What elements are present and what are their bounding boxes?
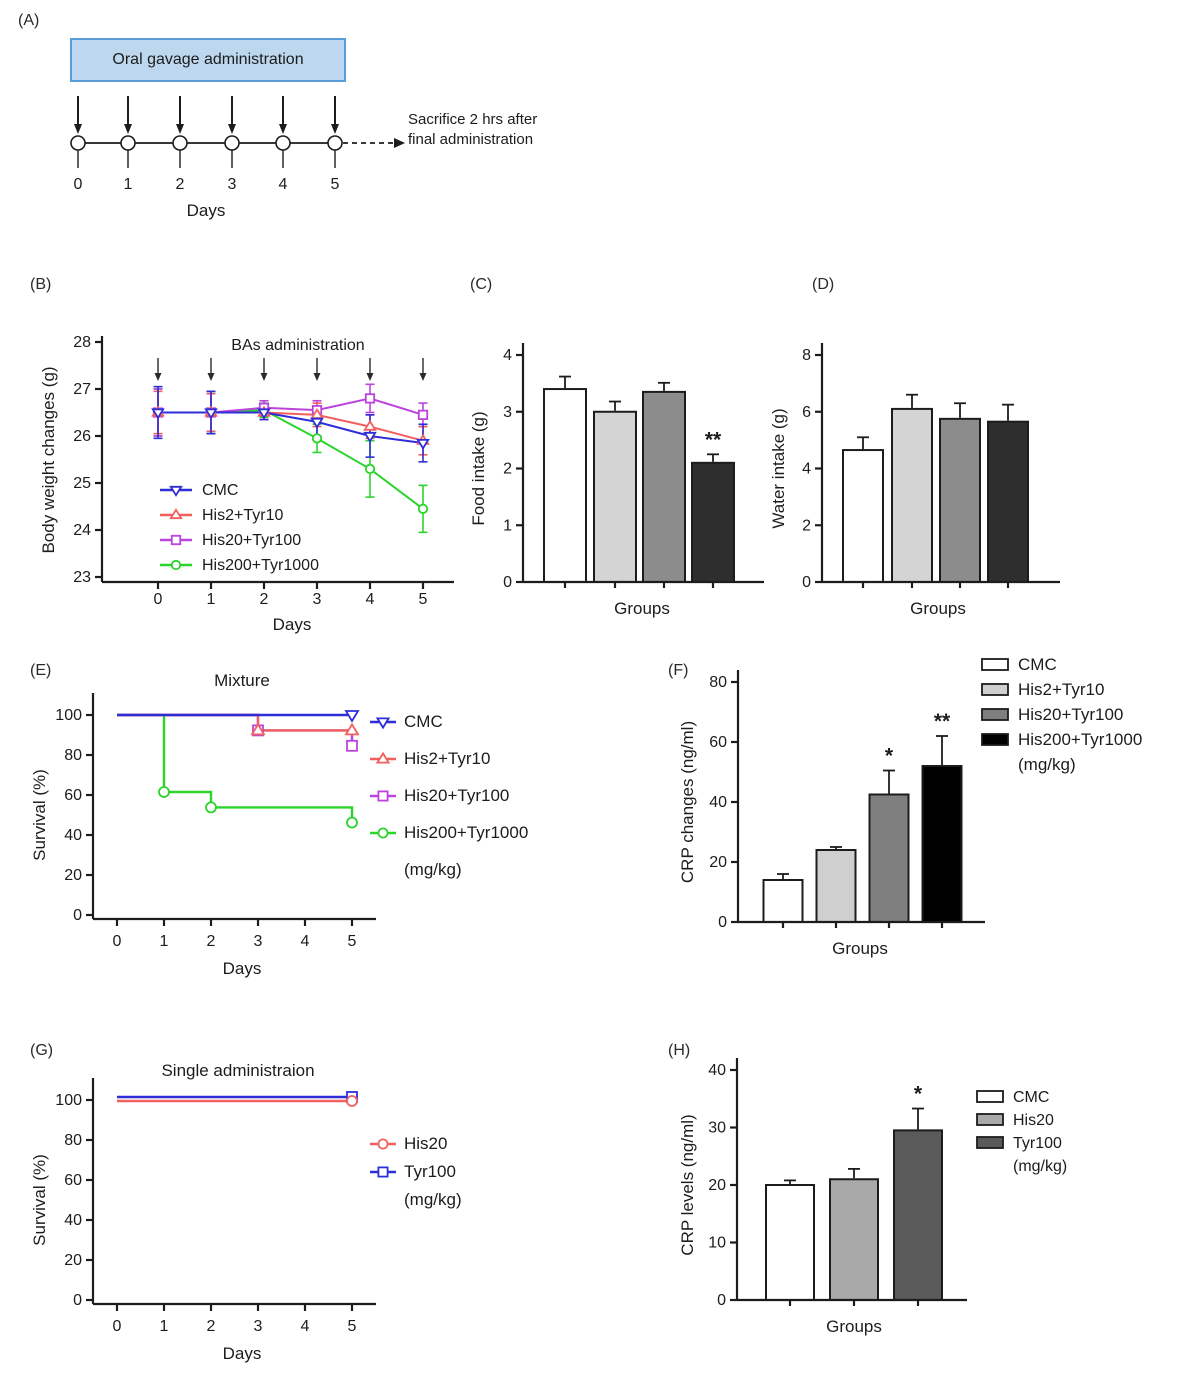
down-arrows (155, 358, 427, 381)
bar-cmc (843, 450, 883, 582)
significance (934, 710, 951, 733)
svg-text:20: 20 (708, 1177, 726, 1194)
svg-text:60: 60 (709, 734, 727, 751)
panel-label-b: (B) (30, 276, 52, 293)
y-axis-title (469, 411, 488, 525)
administration-arrows (74, 96, 339, 134)
sacrifice-note (408, 110, 537, 150)
x-axis (523, 582, 764, 618)
svg-text:1: 1 (206, 591, 216, 608)
svg-text:20: 20 (64, 1252, 82, 1269)
x-axis (93, 1304, 376, 1363)
y-axis-title (30, 1154, 49, 1246)
panel-b-body-weight-chart (20, 268, 465, 640)
svg-text:Groups: Groups (910, 599, 966, 618)
body-weight-line-chart (20, 268, 465, 640)
bar-chart (678, 655, 1142, 958)
svg-text:Groups: Groups (614, 599, 670, 618)
svg-text:20: 20 (709, 854, 727, 871)
survival-chart (30, 671, 528, 978)
panel-f-crp-changes-chart (655, 652, 1199, 1020)
timeline (71, 96, 405, 220)
svg-text:3: 3 (312, 591, 322, 608)
svg-text:His200+Tyr1000: His200+Tyr1000 (1018, 730, 1143, 749)
legend (982, 655, 1142, 774)
svg-text:CMC: CMC (202, 482, 239, 499)
svg-text:60: 60 (64, 1172, 82, 1189)
svg-text:3: 3 (227, 176, 237, 193)
svg-text:CRP changes (ng/ml): CRP changes (ng/ml) (678, 720, 697, 884)
svg-text:0: 0 (503, 574, 512, 591)
svg-text:4: 4 (503, 347, 512, 364)
panel-h-crp-levels-chart (655, 1032, 1199, 1397)
svg-text:1: 1 (159, 933, 169, 950)
svg-text:His2+Tyr10: His2+Tyr10 (202, 507, 284, 524)
significance (705, 428, 722, 451)
y-axis (709, 670, 738, 931)
panel-e-mixture-survival-chart (20, 652, 660, 1020)
timeline-days (71, 136, 342, 193)
svg-text:His200+Tyr1000: His200+Tyr1000 (404, 823, 529, 842)
svg-text:His20+Tyr100: His20+Tyr100 (1018, 705, 1124, 724)
y-axis (55, 693, 93, 924)
svg-text:0: 0 (112, 1318, 122, 1335)
svg-text:28: 28 (73, 334, 91, 351)
bars (764, 736, 962, 922)
bars (843, 395, 1028, 582)
svg-text:5: 5 (418, 591, 428, 608)
svg-text:25: 25 (73, 475, 91, 492)
svg-text:CMC: CMC (404, 712, 443, 731)
y-axis (708, 1058, 737, 1309)
svg-text:4: 4 (300, 933, 310, 950)
legend (370, 712, 528, 879)
svg-text:Days: Days (222, 1344, 262, 1363)
svg-text:100: 100 (55, 1092, 82, 1109)
sacrifice-note-line1: Sacrifice 2 hrs after (408, 111, 538, 128)
svg-text:His20: His20 (404, 1134, 448, 1153)
sacrifice-note-line2: final administration (408, 131, 534, 148)
y-axis-title (678, 1114, 697, 1255)
x-axis (102, 582, 454, 634)
svg-text:26: 26 (73, 428, 91, 445)
panel-label-c: (C) (470, 276, 493, 293)
chart-title (214, 671, 270, 690)
svg-text:80: 80 (64, 1132, 82, 1149)
svg-text:1: 1 (503, 517, 512, 535)
svg-text:27: 27 (73, 381, 91, 398)
svg-text:BAs administration: BAs administration (231, 337, 365, 354)
svg-text:Survival (%): Survival (%) (30, 769, 49, 861)
errors-his20-tyr100 (154, 384, 428, 436)
bar-his200-tyr1000 (692, 463, 734, 582)
svg-text:Body weight changes (g): Body weight changes (g) (39, 366, 58, 554)
oral-gavage-box (70, 38, 346, 82)
svg-text:0: 0 (73, 1292, 82, 1309)
x-axis (822, 582, 1060, 618)
svg-text:0: 0 (802, 574, 811, 591)
svg-text:*: * (884, 744, 894, 768)
water-intake-bar-chart (760, 268, 1190, 640)
svg-text:Water intake (g): Water intake (g) (769, 408, 788, 529)
markers-his20 (347, 1096, 357, 1106)
svg-text:5: 5 (330, 176, 340, 193)
svg-text:8: 8 (802, 347, 811, 364)
series-line-cmc (158, 413, 423, 444)
oral-gavage-box-label: Oral gavage administration (112, 51, 304, 68)
panel-label-g: (G) (30, 1042, 54, 1059)
svg-text:24: 24 (73, 522, 91, 539)
crp-changes-bar-chart (655, 652, 1199, 1020)
y-axis-title (769, 408, 788, 528)
svg-text:Tyr100: Tyr100 (404, 1162, 456, 1181)
svg-text:40: 40 (709, 794, 727, 811)
bars (544, 377, 734, 582)
legend (160, 482, 319, 574)
svg-text:60: 60 (64, 787, 82, 804)
panel-label-a: (A) (18, 12, 40, 29)
svg-text:(mg/kg): (mg/kg) (1018, 755, 1076, 774)
panel-label-h: (H) (668, 1042, 691, 1059)
bars (766, 1109, 942, 1300)
svg-text:0: 0 (718, 914, 727, 931)
svg-text:**: ** (704, 428, 722, 452)
svg-text:0: 0 (73, 176, 83, 193)
chart-title (161, 1061, 314, 1080)
single-survival-chart (20, 1032, 660, 1397)
svg-text:(mg/kg): (mg/kg) (1013, 1158, 1068, 1175)
bar-his20 (830, 1179, 878, 1300)
survival-line-his2-tyr10 (117, 715, 352, 730)
y-axis-title (30, 769, 49, 861)
svg-text:CMC: CMC (1013, 1089, 1050, 1106)
svg-text:CRP levels (ng/ml): CRP levels (ng/ml) (678, 1114, 697, 1256)
svg-text:23: 23 (73, 569, 91, 586)
x-axis (738, 922, 985, 958)
svg-text:5: 5 (347, 1318, 357, 1335)
svg-text:1: 1 (159, 1318, 169, 1335)
svg-text:4: 4 (365, 591, 375, 608)
bar-cmc (764, 880, 803, 922)
bar-tyr100 (894, 1130, 942, 1300)
bar-chart (678, 1058, 1067, 1336)
svg-text:4: 4 (300, 1318, 310, 1335)
panel-label-d: (D) (812, 276, 835, 293)
markers-his20-tyr100 (154, 394, 427, 419)
chart-title (231, 337, 364, 354)
bar-chart (769, 343, 1060, 618)
svg-text:Food intake (g): Food intake (g) (469, 411, 488, 526)
legend (370, 1134, 462, 1209)
y-axis (55, 1078, 93, 1309)
errors-his2-tyr10 (154, 391, 428, 454)
svg-text:Mixture: Mixture (214, 671, 270, 690)
svg-text:4: 4 (802, 460, 811, 478)
svg-text:1: 1 (123, 176, 133, 193)
svg-text:2: 2 (206, 933, 216, 950)
series-line-his200-tyr1000 (158, 410, 423, 509)
svg-text:2: 2 (206, 1318, 216, 1335)
panel-label-e: (E) (30, 662, 52, 679)
svg-text:(mg/kg): (mg/kg) (404, 1190, 462, 1209)
bar-his2-tyr10 (594, 412, 636, 582)
bar-his200-tyr1000 (988, 422, 1028, 582)
bar-his2-tyr10 (892, 409, 932, 582)
svg-text:Days: Days (186, 201, 226, 220)
bar-his20-tyr100 (870, 795, 909, 923)
svg-text:80: 80 (709, 674, 727, 691)
crp-levels-bar-chart (655, 1032, 1199, 1397)
svg-text:Survival (%): Survival (%) (30, 1154, 49, 1246)
x-axis (737, 1300, 967, 1336)
svg-text:Tyr100: Tyr100 (1013, 1135, 1062, 1152)
svg-text:30: 30 (708, 1119, 726, 1137)
svg-text:Days: Days (222, 959, 262, 978)
bar-cmc (766, 1185, 814, 1300)
svg-text:40: 40 (64, 827, 82, 844)
svg-text:2: 2 (175, 176, 185, 193)
panel-label-f: (F) (668, 662, 689, 679)
svg-text:0: 0 (73, 907, 82, 924)
y-axis-title (39, 366, 58, 553)
svg-text:0: 0 (717, 1292, 726, 1309)
svg-text:His20: His20 (1013, 1112, 1054, 1129)
svg-text:2: 2 (802, 517, 811, 535)
svg-text:3: 3 (503, 403, 512, 421)
svg-text:His2+Tyr10: His2+Tyr10 (404, 749, 491, 768)
svg-text:Groups: Groups (826, 1317, 882, 1336)
svg-text:4: 4 (278, 176, 288, 193)
svg-text:10: 10 (708, 1234, 726, 1252)
svg-text:0: 0 (153, 591, 163, 608)
svg-text:*: * (913, 1082, 923, 1106)
bar-his2-tyr10 (817, 850, 856, 922)
survival-chart (30, 1061, 462, 1363)
y-axis (503, 343, 523, 591)
bar-his200-tyr1000 (923, 766, 962, 922)
svg-text:2: 2 (259, 591, 269, 608)
bar-his20-tyr100 (940, 419, 980, 582)
svg-text:100: 100 (55, 707, 82, 724)
svg-text:Groups: Groups (832, 939, 888, 958)
y-axis (73, 334, 102, 586)
markers-his200-tyr1000 (154, 406, 427, 513)
svg-text:40: 40 (64, 1212, 82, 1229)
significance (914, 1083, 923, 1106)
svg-text:6: 6 (802, 403, 811, 421)
svg-text:Single administraion: Single administraion (161, 1061, 315, 1080)
svg-text:His20+Tyr100: His20+Tyr100 (202, 532, 302, 549)
svg-text:(mg/kg): (mg/kg) (404, 860, 462, 879)
svg-text:2: 2 (503, 460, 512, 478)
line-chart (39, 334, 454, 634)
svg-text:80: 80 (64, 747, 82, 764)
bar-his20-tyr100 (643, 392, 685, 582)
svg-text:40: 40 (708, 1062, 726, 1079)
svg-text:20: 20 (64, 867, 82, 884)
svg-text:His20+Tyr100: His20+Tyr100 (404, 786, 510, 805)
svg-text:His2+Tyr10: His2+Tyr10 (1018, 680, 1105, 699)
errors-his200-tyr1000 (154, 389, 428, 532)
bar-chart (469, 343, 764, 618)
svg-text:Days: Days (272, 615, 312, 634)
svg-text:0: 0 (112, 933, 122, 950)
panel-g-single-survival-chart (20, 1032, 660, 1397)
svg-text:CMC: CMC (1018, 655, 1057, 674)
significance (885, 745, 894, 768)
legend (977, 1089, 1067, 1175)
svg-text:3: 3 (253, 933, 263, 950)
svg-text:**: ** (933, 710, 951, 733)
markers-cmc (153, 409, 428, 448)
x-axis (93, 919, 376, 978)
bar-cmc (544, 389, 586, 582)
y-axis-title (678, 721, 697, 883)
svg-text:5: 5 (347, 933, 357, 950)
svg-text:3: 3 (253, 1318, 263, 1335)
y-axis (802, 343, 822, 591)
mixture-survival-chart (20, 652, 660, 1020)
panel-a-timeline (10, 6, 710, 266)
svg-text:His200+Tyr1000: His200+Tyr1000 (202, 557, 319, 574)
panel-d-water-intake-chart (760, 268, 1190, 640)
